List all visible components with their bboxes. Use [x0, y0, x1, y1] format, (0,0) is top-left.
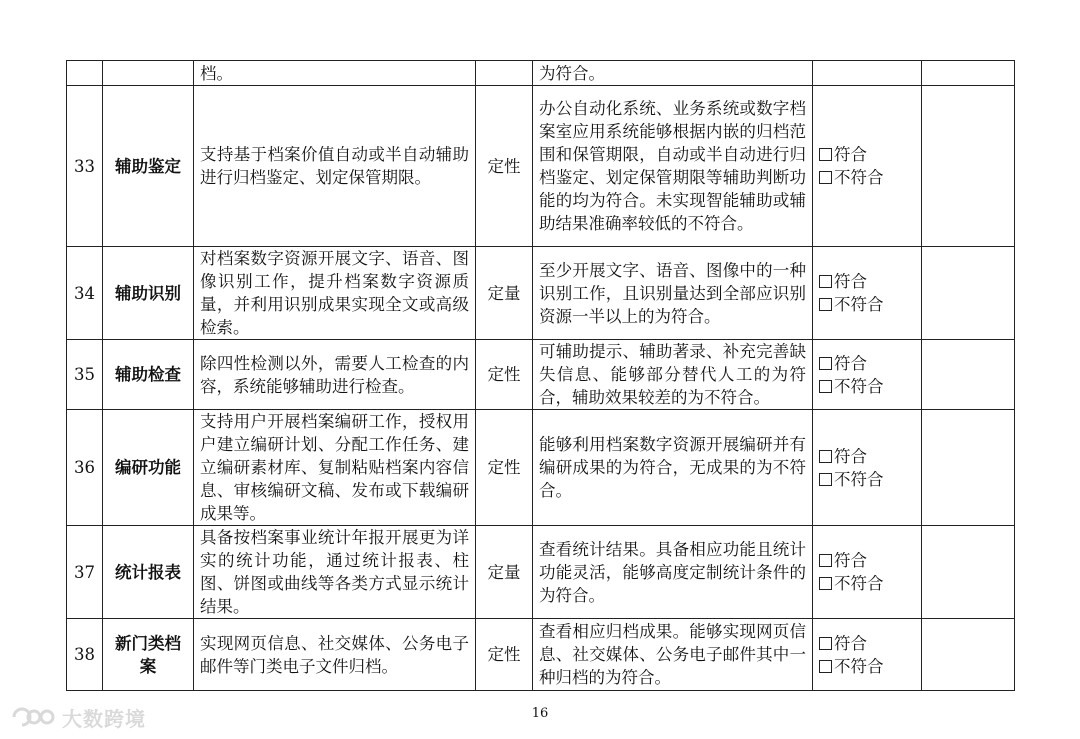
checkbox-icon [819, 660, 832, 673]
item-name-cell: 辅助检查 [103, 340, 194, 410]
type-cell: 定量 [476, 247, 533, 340]
option-comply[interactable] [819, 549, 915, 572]
table-row [67, 619, 1015, 691]
check-cell [813, 61, 922, 86]
criterion-cell: 可辅助提示、辅助著录、补充完善缺失信息、能够部分替代人工的为符合，辅助效果较差的为不符合。 [533, 340, 813, 410]
checkbox-icon [819, 357, 832, 370]
option-label: 符合 [834, 353, 867, 373]
watermark-logo-icon [10, 705, 56, 729]
option-label: 不符合 [834, 168, 884, 187]
option-not-comply[interactable] [819, 166, 915, 189]
type-cell [476, 61, 533, 86]
option-comply[interactable] [819, 143, 915, 166]
checkbox-icon [819, 554, 832, 567]
requirement-cell: 支持用户开展档案编研工作，授权用户建立编研计划、分配工作任务、建立编研素材库、复制粘贴档案内容信息、审核编研文稿、发布或下载编研成果等。 [194, 410, 476, 526]
row-number-cell [67, 61, 103, 86]
option-comply[interactable] [819, 445, 915, 468]
option-label: 符合 [834, 551, 867, 570]
requirement-cell: 实现网页信息、社交媒体、公务电子邮件等门类电子文件归档。 [194, 619, 476, 691]
remark-cell [922, 526, 1015, 619]
checkbox-icon [819, 637, 832, 650]
option-label: 不符合 [834, 376, 884, 396]
option-comply[interactable] [819, 632, 915, 655]
type-cell: 定性 [476, 340, 533, 410]
type-cell: 定性 [476, 86, 533, 247]
row-number-cell: 37 [67, 526, 103, 619]
checkbox-icon [819, 275, 832, 288]
check-cell [813, 410, 922, 526]
checkbox-icon [819, 380, 832, 393]
remark-cell [922, 61, 1015, 86]
requirement-cell: 除四性检测以外，需要人工检查的内容，系统能够辅助进行检查。 [194, 340, 476, 410]
checkbox-icon [819, 171, 832, 184]
remark-cell [922, 86, 1015, 247]
table-row [67, 86, 1015, 247]
criterion-cell: 查看相应归档成果。能够实现网页信息、社交媒体、公务电子邮件其中一种归档的为符合。 [533, 619, 813, 691]
option-comply[interactable] [819, 352, 915, 375]
row-number-cell: 38 [67, 619, 103, 691]
item-name-cell: 辅助鉴定 [103, 86, 194, 247]
item-name-cell: 新门类档案 [103, 619, 194, 691]
check-cell [813, 619, 922, 691]
type-cell: 定量 [476, 526, 533, 619]
check-cell [813, 86, 922, 247]
item-name-cell: 辅助识别 [103, 247, 194, 340]
option-label: 不符合 [834, 295, 884, 314]
criterion-cell: 办公自动化系统、业务系统或数字档案室应用系统能够根据内嵌的归档范围和保管期限，自动或半自动进行归档鉴定、划定保管期限等辅助判断功能的均为符合。未实现智能辅助或辅助结果准确率较低的不符合。 [533, 86, 813, 247]
item-name-cell: 统计报表 [103, 526, 194, 619]
requirement-cell: 具备按档案事业统计年报开展更为详实的统计功能，通过统计报表、柱图、饼图或曲线等各类方式显示统计结果。 [194, 526, 476, 619]
table-row [67, 526, 1015, 619]
checkbox-icon [819, 577, 832, 590]
checkbox-icon [819, 450, 832, 463]
row-number-cell: 36 [67, 410, 103, 526]
row-number-cell: 34 [67, 247, 103, 340]
criterion-cell: 至少开展文字、语音、图像中的一种识别工作，且识别量达到全部应识别资源一半以上的为符合。 [533, 247, 813, 340]
checkbox-icon [819, 148, 832, 161]
item-name-cell [103, 61, 194, 86]
option-label: 符合 [834, 145, 867, 164]
row-number-cell: 35 [67, 340, 103, 410]
item-name-cell: 编研功能 [103, 410, 194, 526]
table-row [67, 410, 1015, 526]
remark-cell [922, 340, 1015, 410]
option-label: 符合 [834, 272, 867, 291]
option-label: 不符合 [834, 656, 884, 676]
watermark-text: 大数跨境 [62, 706, 146, 731]
criterion-cell: 能够利用档案数字资源开展编研并有编研成果的为符合，无成果的为不符合。 [533, 410, 813, 526]
remark-cell [922, 247, 1015, 340]
option-label: 不符合 [834, 469, 884, 489]
check-cell [813, 526, 922, 619]
requirement-cell: 档。 [194, 61, 476, 86]
remark-cell [922, 410, 1015, 526]
table-row-continued [67, 61, 1015, 86]
option-label: 符合 [834, 633, 867, 653]
type-cell: 定性 [476, 619, 533, 691]
option-not-comply[interactable] [819, 572, 915, 595]
requirement-cell: 支持基于档案价值自动或半自动辅助进行归档鉴定、划定保管期限。 [194, 86, 476, 247]
check-cell [813, 340, 922, 410]
table-row [67, 340, 1015, 410]
checkbox-icon [819, 473, 832, 486]
criterion-cell: 为符合。 [533, 61, 813, 86]
option-label: 不符合 [834, 574, 884, 593]
option-not-comply[interactable] [819, 293, 915, 316]
watermark [10, 702, 146, 732]
type-cell: 定性 [476, 410, 533, 526]
remark-cell [922, 619, 1015, 691]
option-comply[interactable] [819, 270, 915, 293]
requirement-cell: 对档案数字资源开展文字、语音、图像识别工作，提升档案数字资源质量，并利用识别成果实现全文或高级检索。 [194, 247, 476, 340]
table-row [67, 247, 1015, 340]
criterion-cell: 查看统计结果。具备相应功能且统计功能灵活，能够高度定制统计条件的为符合。 [533, 526, 813, 619]
option-not-comply[interactable] [819, 375, 915, 398]
row-number-cell: 33 [67, 86, 103, 247]
check-cell [813, 247, 922, 340]
checkbox-icon [819, 298, 832, 311]
page-top-margin [0, 0, 1080, 44]
option-label: 符合 [834, 446, 867, 466]
evaluation-table [66, 60, 1015, 691]
option-not-comply[interactable] [819, 655, 915, 678]
page-number: 16 [531, 706, 549, 721]
option-not-comply[interactable] [819, 468, 915, 491]
